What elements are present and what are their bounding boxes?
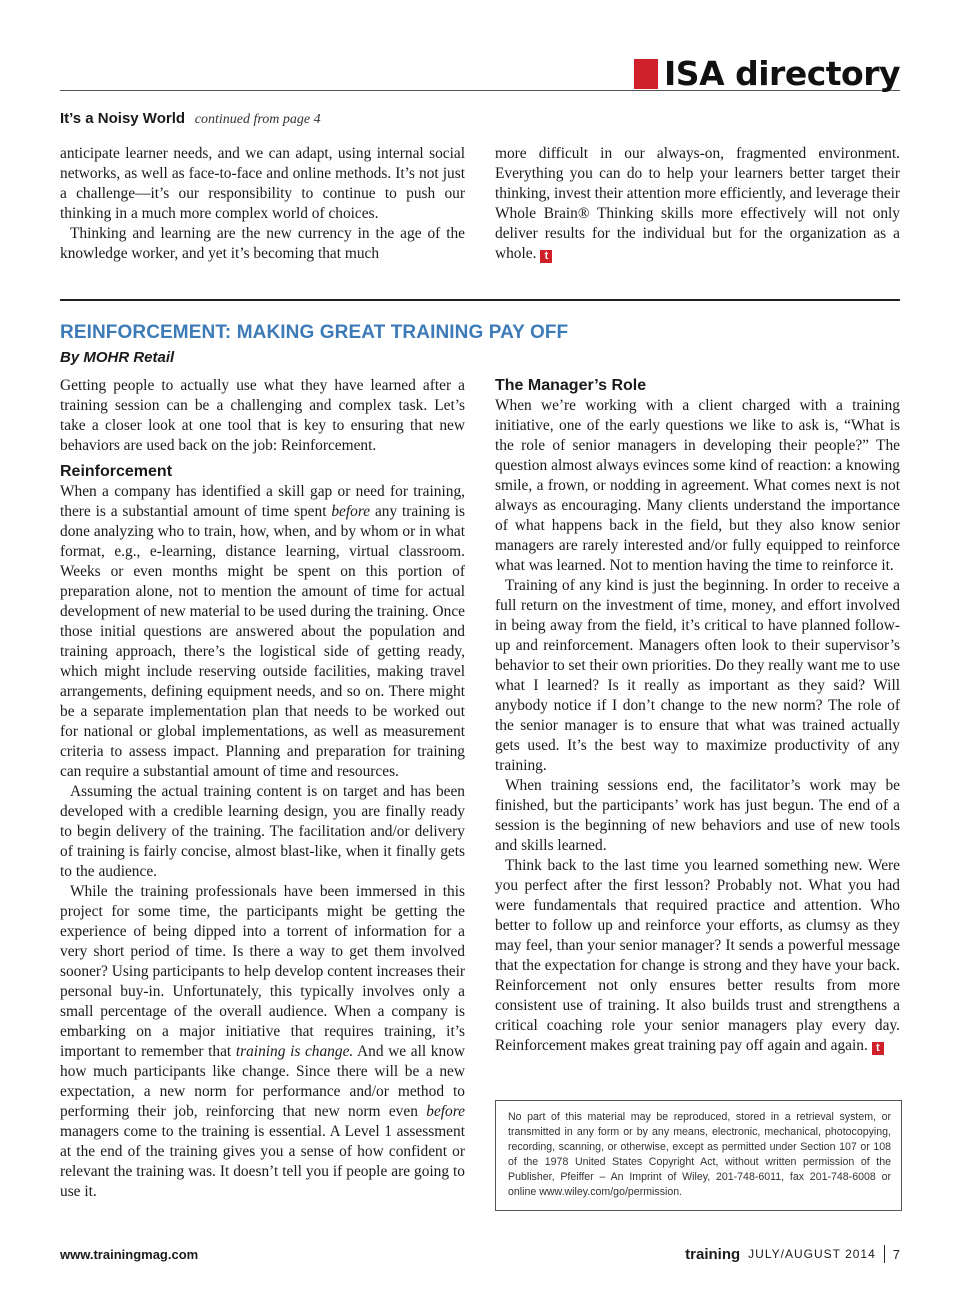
footer-separator — [884, 1245, 885, 1263]
continued-column-left — [60, 144, 465, 264]
footer-url[interactable]: www.trainingmag.com — [60, 1247, 199, 1262]
paragraph-text: more difficult in our always-on, fragmented environment. Everything you can do to help your learners better target their thinking, invest their attention more efficiently, and leverage their Whole Brain® Thinking skills more effectively will not only deliver results for the individual but for the organization as a whole. — [495, 145, 900, 262]
footer-issue-info — [685, 1245, 900, 1263]
continued-column-right — [495, 144, 900, 264]
text-run: managers come to the training is essential. A Level 1 assessment at the end of the training gives you a sense of how confident or relevant the training was. It doesn’t tell you if people are going to use it. — [60, 1123, 465, 1200]
page-header — [60, 55, 900, 91]
article-column-left — [60, 376, 465, 1202]
article-byline: By MOHR Retail — [60, 349, 175, 366]
text-run: While the training professionals have been immersed in this project for some time, the participants might be getting the experience of being dipped into a torrent of information for a very short period of time. Is there a way to get them involved sooner? Using participants to help develop content increases their personal buy-in. Unfortunately, this typically involves only a small percentage of the overall audience. When a company is embarking on a major initiative that requires training, it’s important to remember that — [60, 883, 465, 1060]
end-of-article-icon: t — [872, 1042, 884, 1055]
text-run: And we all know how much participants like change. Since there will be a new expectation, a new norm for performance and/or method to performing their job, reinforcing that new norm even — [60, 1043, 465, 1120]
paragraph — [60, 482, 465, 782]
emphasis: training is change. — [235, 1043, 354, 1060]
paragraph: Assuming the actual training content is on target and has been developed with a credible learning design, you are finally ready to begin delivery of the training. The facilitation and/or delivery of training is fairly concise, almost blast-like, when it finally gets to the audience. — [60, 783, 465, 880]
intro-paragraph: Getting people to actually use what they have learned after a training session can be a challenging and complex task. Let’s take a closer look at one tool that is key to ensuring that new behaviors are used back on the job: Reinforcement. — [60, 377, 465, 454]
paragraph — [495, 144, 900, 264]
paragraph-text: Think back to the last time you learned something new. Were you perfect after the first lesson? Probably not. What you had were fundamentals that required practice and attention. Who better to follow up and reinforce your efforts, as clumsy as they may feel, than your senior manager? It sends a powerful message that the expectation for change is strong and they have your back. Reinforcement not only ensures better results from more consistent use of training. It also builds trust and strengthens a critical coaching role your senior managers play every day. Reinforcement makes great training pay off again and again. — [495, 857, 900, 1054]
paragraph — [60, 882, 465, 1202]
paragraph: Training of any kind is just the beginning. In order to receive a full return on the investment of time, money, and effort involved in being away from the field, it’s critical to have planned follow-up and reinforcement. Managers often look to their supervisor’s behavior to set their own priorities. Do they really want me to use what I learned? Is it really as important as they said? Will anybody notice if I don’t change to the new norm? The role of the senior manager is to ensure that what was trained actually gets used. It’s the best way to maximize productivity of any training. — [495, 577, 900, 774]
section-brand — [634, 54, 900, 93]
paragraph — [495, 856, 900, 1056]
paragraph: Thinking and learning are the new currency in the age of the knowledge worker, and yet it’s becoming that much — [60, 225, 465, 262]
issue-date: JULY/AUGUST 2014 — [748, 1247, 876, 1261]
continued-note: continued from page 4 — [194, 112, 321, 127]
paragraph: When training sessions end, the facilitator’s work may be finished, but the participants’ work has just begun. The end of a session is the beginning of new behaviors and use of new tools and skills learned. — [495, 777, 900, 854]
paragraph: When we’re working with a client charged with a training initiative, one of the early questions we like to ask is, “What is the role of senior managers in developing their people?” The question almost always evinces some kind of reaction: a knowing smile, a frown, or nodding in agreement. What comes next is not always as encouraging. Many clients understand the importance of what happens back in the field, but they also know senior managers are rarely interested and/or fully equipped to reinforce what was learned. Not to mention having the time to reinforce it. — [495, 397, 900, 574]
text-run: any training is done analyzing who to train, how, when, and by whom or in what format, e.g., e-learning, distance learning, virtual classroom. Weeks or even months might be spent on this portion of preparation alone, not to mention the amount of time for actual development of new material to be used during the training. Once those initial questions are answered about the population and training approach, there’s the logistical side of getting ready, which might include reserving outside facilities, making travel arrangements, defining equipment needs, and so on. There might be a separate implementation plan that needs to be worked out for national or global implementations, as well as measurement criteria to assess impact. Planning and preparation for training can require a substantial amount of time and resources. — [60, 503, 466, 780]
section-divider — [60, 299, 900, 301]
end-of-article-icon: t — [540, 250, 552, 263]
text-run: When a company has identified a skill gap or need for training, there is a substantial amount of time spent — [60, 483, 465, 520]
section-heading-managers-role: The Manager’s Role — [495, 377, 647, 394]
continued-article-title: It’s a Noisy World — [60, 110, 186, 127]
article-title: REINFORCEMENT: MAKING GREAT TRAINING PAY OFF — [60, 322, 569, 343]
page-number: 7 — [892, 1246, 900, 1262]
section-title: ISA directory — [664, 54, 900, 93]
copyright-notice: No part of this material may be reproduced, stored in a retrieval system, or transmitted in any form or by any means, electronic, mechanical, photocopying, recording, scanning, or otherwise, except as permitted under Section 107 or 108 of the 1978 United States Copyright Act, without written permission of the Publisher, Pfeiffer – An Imprint of Wiley, 201-748-6011, fax 201-748-6008 or online www.wiley.com/go/permission. — [495, 1100, 902, 1211]
paragraph: anticipate learner needs, and we can adapt, using internal social networks, as well as face-to-face and online methods. It’s not just a challenge—it’s our responsibility to continue to push our thinking in a much more complex world of choices. — [60, 145, 465, 222]
continued-heading — [60, 110, 321, 128]
brand-red-block — [634, 59, 658, 89]
section-heading-reinforcement: Reinforcement — [60, 463, 173, 480]
article-column-right — [495, 376, 900, 1056]
magazine-name: training — [685, 1245, 741, 1263]
emphasis: before — [331, 503, 371, 520]
emphasis: before — [426, 1103, 465, 1120]
